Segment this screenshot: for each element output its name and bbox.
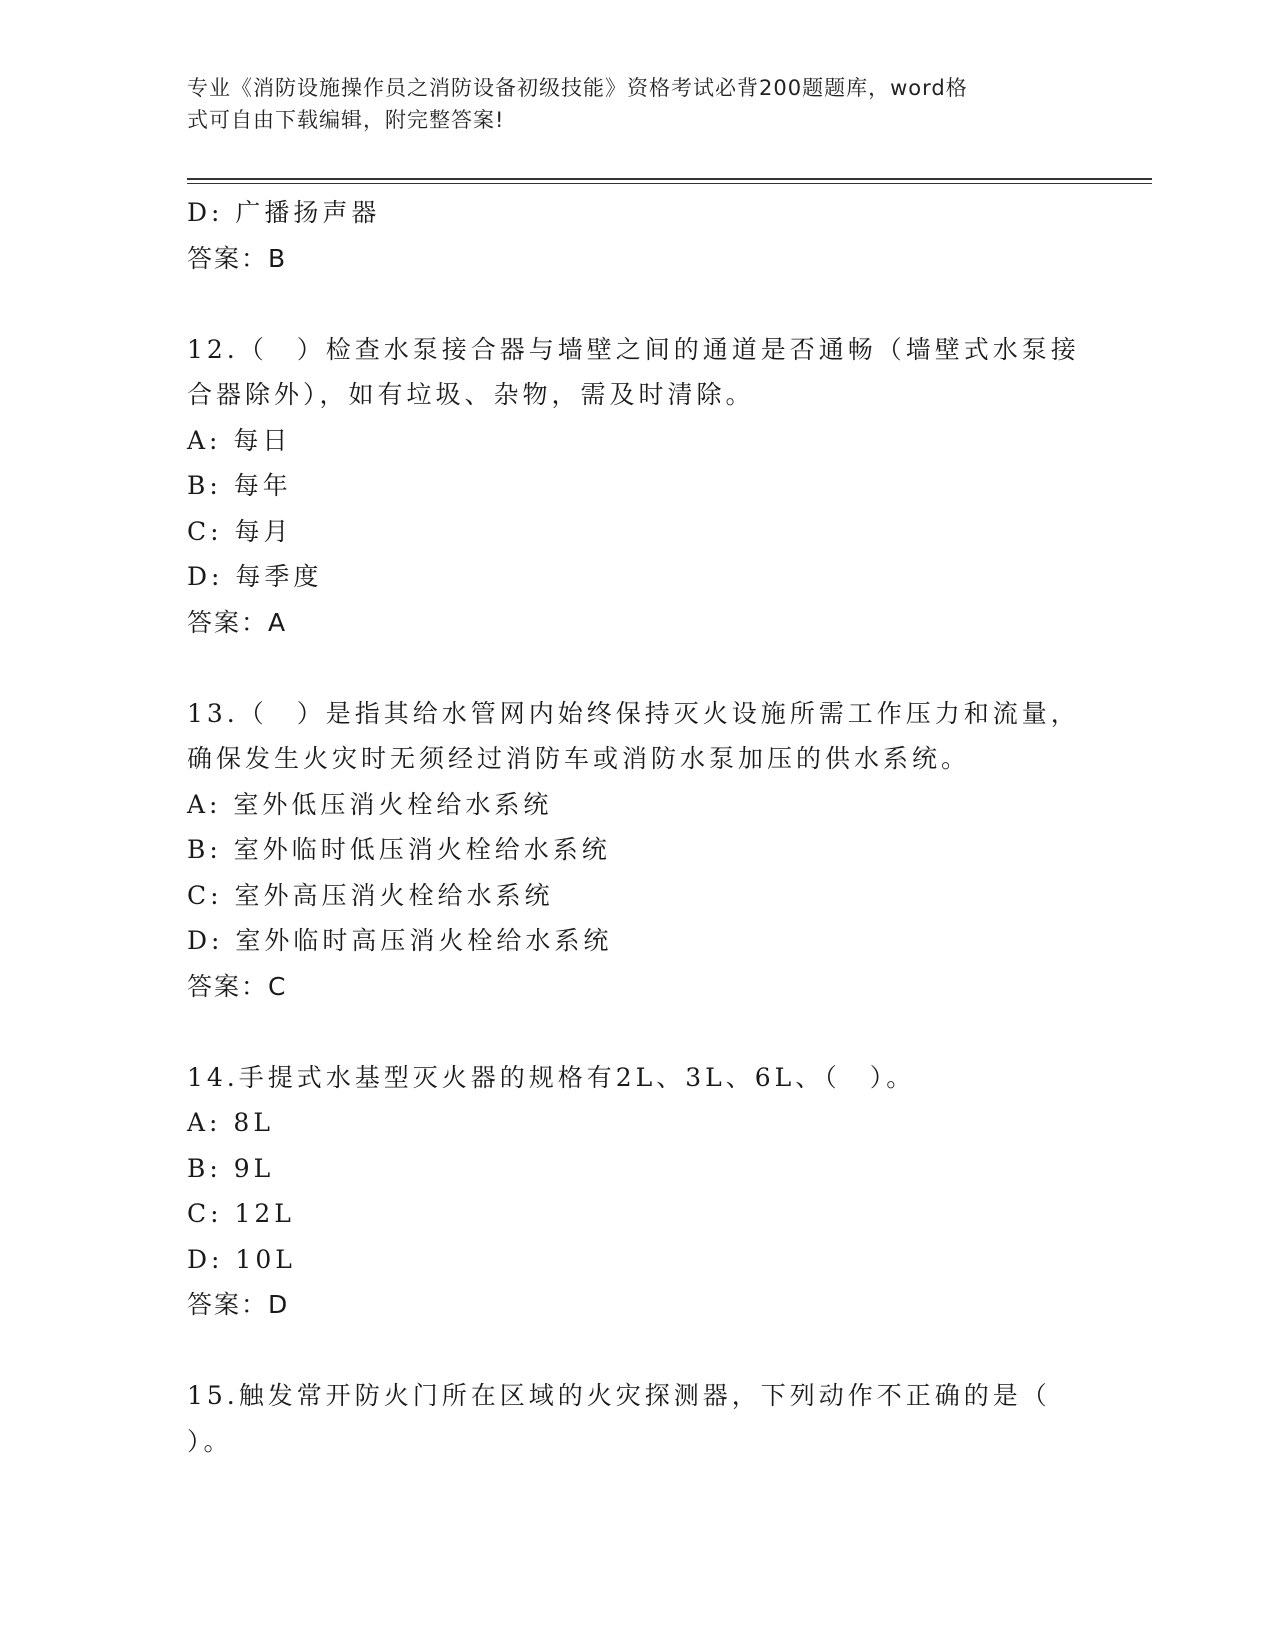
header-line-2: 式可自由下载编辑，附完整答案! [187, 108, 505, 132]
answer-label: 答案： [187, 607, 269, 637]
option-b: B: 每年 [187, 471, 292, 500]
option-b: B: 室外临时低压消火栓给水系统 [187, 835, 611, 864]
stem-line: 合器除外），如有垃圾、杂物，需及时清除。 [187, 380, 755, 409]
option-c: C: 室外高压消火栓给水系统 [187, 880, 554, 910]
answer-value: A [268, 607, 288, 637]
page-header [187, 72, 1087, 136]
stem-line: 12.（ ）检查水泵接合器与墙壁之间的通道是否通畅（墙壁式水泵接 [187, 334, 1080, 364]
answer-13 [187, 964, 1087, 1010]
answer-label: 答案： [187, 243, 269, 273]
option-d: D: 每季度 [187, 562, 323, 591]
answer-value: B [268, 243, 288, 273]
option-a: A: 室外低压消火栓给水系统 [187, 789, 553, 819]
stem-line: ）。 [187, 1426, 233, 1456]
option-a: A: 每日 [187, 425, 292, 455]
question-13-stem [187, 691, 1087, 782]
spacer [187, 645, 1087, 691]
answer-14 [187, 1282, 1087, 1328]
option-c: C: 12L [187, 1199, 295, 1228]
answer-value: C [268, 971, 288, 1001]
answer-value: D [268, 1290, 290, 1319]
question-content [187, 190, 1087, 1464]
spacer [187, 1328, 1087, 1374]
option-d-prev: D: 广播扬声器 [187, 198, 381, 227]
option-c: C: 每月 [187, 516, 293, 546]
stem-line: 15.触发常开防火门所在区域的火灾探测器，下列动作不正确的是（ [187, 1381, 1051, 1410]
answer-12 [187, 600, 1087, 646]
question-15-stem [187, 1373, 1087, 1464]
spacer [187, 281, 1087, 327]
header-rule-thick [187, 178, 1152, 180]
spacer [187, 1009, 1087, 1055]
question-14-stem [187, 1055, 1087, 1101]
question-12-stem [187, 327, 1087, 418]
header-line-1: 专业《消防设施操作员之消防设备初级技能》资格考试必背200题题库，word格 [187, 76, 968, 100]
header-rule-thin [187, 183, 1152, 184]
stem-line: 13.（ ）是指其给水管网内始终保持灭火设施所需工作压力和流量， [187, 698, 1080, 728]
option-b: B: 9L [187, 1153, 275, 1183]
answer-label: 答案： [187, 1290, 269, 1319]
option-d: D: 10L [187, 1244, 296, 1274]
stem-line: 确保发生火灾时无须经过消防车或消防水泵加压的供水系统。 [187, 744, 971, 773]
stem-line: 14.手提式水基型灭火器的规格有2L、3L、6L、（ ）。 [187, 1062, 916, 1092]
option-a: A: 8L [187, 1108, 274, 1137]
answer-label: 答案： [187, 971, 269, 1001]
option-d: D: 室外临时高压消火栓给水系统 [187, 926, 613, 955]
answer-prev [187, 236, 1087, 282]
